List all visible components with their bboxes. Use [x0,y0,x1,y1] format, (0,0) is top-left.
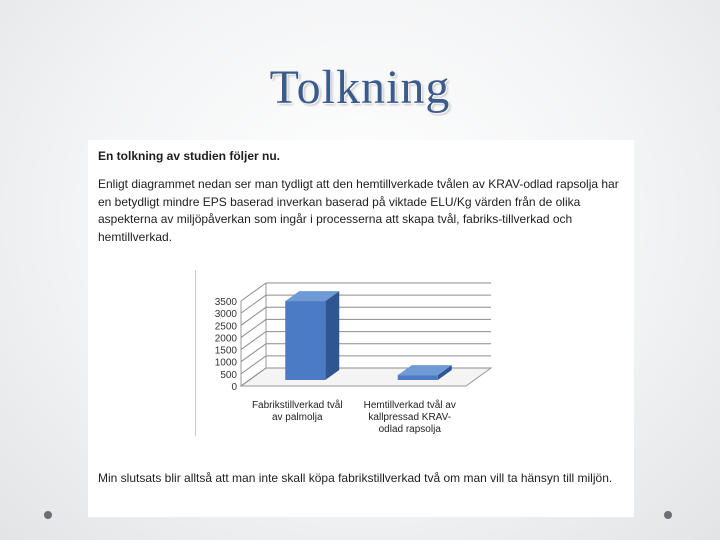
x-category-label: av palmolja [271,412,323,423]
chart-gridline [241,344,491,362]
chart-floor [241,368,491,386]
bar [398,375,438,380]
chart-gridline [241,332,491,350]
document-heading: En tolkning av studien följer nu. [98,149,281,163]
chart-gridline [241,319,491,337]
y-tick-label: 2000 [214,333,237,345]
bar [285,301,325,380]
y-tick-label: 1500 [214,345,237,357]
y-tick-label: 1000 [214,357,237,369]
nav-dot-right [664,511,672,519]
document-panel [88,140,634,517]
chart-gridline [241,283,491,301]
y-tick-label: 3000 [214,309,237,321]
bar-side [325,291,339,380]
x-category-label: Fabrikstillverkad tvål [251,400,343,411]
nav-dot-left [44,511,52,519]
chart-canvas [196,270,516,436]
x-category-label: Hemtillverkad tvål av [363,400,456,411]
document-paragraph: Enligt diagrammet nedan ser man tydligt att den hemtillverkade tvålen av KRAV-odlad rapsolja har en betydligt mindre EPS baserad inverkan baserad på viktade ELU/Kg värden från de olika aspekterna av miljöpåverkan som ingår i processerna att skapa tvål, fabriks-tillverkad och hemtillverkad. [98,177,619,244]
x-category-label: odlad rapsolja [378,424,441,435]
y-tick-label: 0 [231,382,237,393]
bar-chart [195,270,516,436]
y-tick-label: 500 [220,369,237,381]
x-category-label: kallpressad KRAV- [368,412,452,423]
y-tick-label: 3500 [214,297,237,308]
document-conclusion: Min slutsats blir alltså att man inte skall köpa fabrikstillverkad två om man vill ta hänsyn till miljön. [98,471,613,485]
chart-gridline [241,307,491,325]
chart-gridline [241,295,491,313]
slide-title: Tolkning [269,61,451,114]
y-tick-label: 2500 [214,321,237,333]
